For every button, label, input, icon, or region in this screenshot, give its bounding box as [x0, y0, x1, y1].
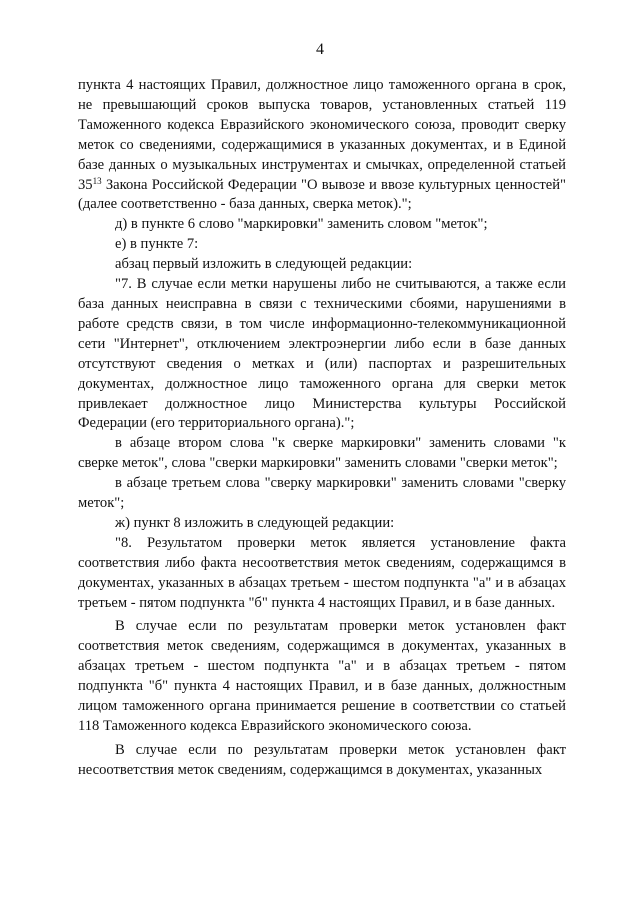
- paragraph-text: "8. Результатом проверки меток является установление факта соответствия либо факта несоответствия меток сведениям, содержащимся в документах, указанных в абзацах третьем - шестом подпункта "а" и в абзацах третьем - пятом подпункта "б" пункта 4 настоящих Правил, и в базе данных.: [78, 534, 566, 611]
- paragraph: [78, 534, 566, 614]
- paragraph-text: в абзаце третьем слова "сверку маркировки" заменить словами "сверку меток";: [78, 475, 566, 512]
- paragraph: [78, 474, 566, 514]
- paragraph: [78, 255, 566, 275]
- paragraph: [78, 617, 566, 736]
- paragraph: [78, 275, 566, 434]
- paragraph-text: В случае если по результатам проверки меток установлен факт соответствия меток сведениям, содержащимся в документах, указанных в абзацах третьем - шестом подпункта "а" и в абзацах третьем - пятом подпункта "б" пункта 4 настоящих Правил, и в базе данных, должностным лицом таможенного органа принимается решение в соответствии со статьей 118 Таможенного кодекса Евразийского экономического союза.: [78, 618, 566, 734]
- paragraph-text: д) в пункте 6 слово "маркировки" заменить словом "меток";: [115, 216, 488, 233]
- document-body: [78, 76, 566, 781]
- paragraph-text: "7. В случае если метки нарушены либо не считываются, а также если база данных неисправна в связи с техническими сбоями, нарушениями в работе средств связи, в том числе информационно-телекоммуникационной сети "Интернет", отключением электроэнергии либо если в базе данных отсутствуют сведения о метках и (или) паспортах и разрешительных документах, должностное лицо таможенного органа для сверки меток привлекает должностное лицо Министерства культуры Российской Федерации (его территориального органа).";: [78, 276, 566, 432]
- paragraph-text: В случае если по результатам проверки меток установлен факт несоответствия меток сведениям, содержащимся в документах, указанных: [78, 741, 566, 778]
- paragraph-text: е) в пункте 7:: [115, 236, 199, 253]
- paragraph: [78, 741, 566, 781]
- paragraph-text-continued: Закона Российской Федерации "О вывозе и ввозе культурных ценностей" (далее соответственно - база данных, сверка меток).";: [78, 176, 566, 213]
- paragraph: [78, 514, 566, 534]
- paragraph-text: абзац первый изложить в следующей редакции:: [115, 256, 413, 273]
- paragraph-text: ж) пункт 8 изложить в следующей редакции:: [115, 514, 395, 531]
- paragraph: [78, 76, 566, 215]
- paragraph-text: в абзаце втором слова "к сверке маркировки" заменить словами "к сверке меток", слова "сверки маркировки" заменить словами "сверки меток";: [78, 435, 566, 472]
- article-superscript: 13: [92, 175, 102, 186]
- paragraph-text: пункта 4 настоящих Правил, должностное лицо таможенного органа в срок, не превышающий сроков выпуска товаров, установленных статьей 119 Таможенного кодекса Евразийского экономического союза, проводит сверку меток со сведениями, содержащимися в указанных документах, и в Единой базе данных о музыкальных инструментах и смычках, определенной статьей 35: [78, 77, 566, 193]
- page-number: 4: [316, 41, 324, 58]
- paragraph: [78, 434, 566, 474]
- paragraph: [78, 215, 566, 235]
- paragraph: [78, 235, 566, 255]
